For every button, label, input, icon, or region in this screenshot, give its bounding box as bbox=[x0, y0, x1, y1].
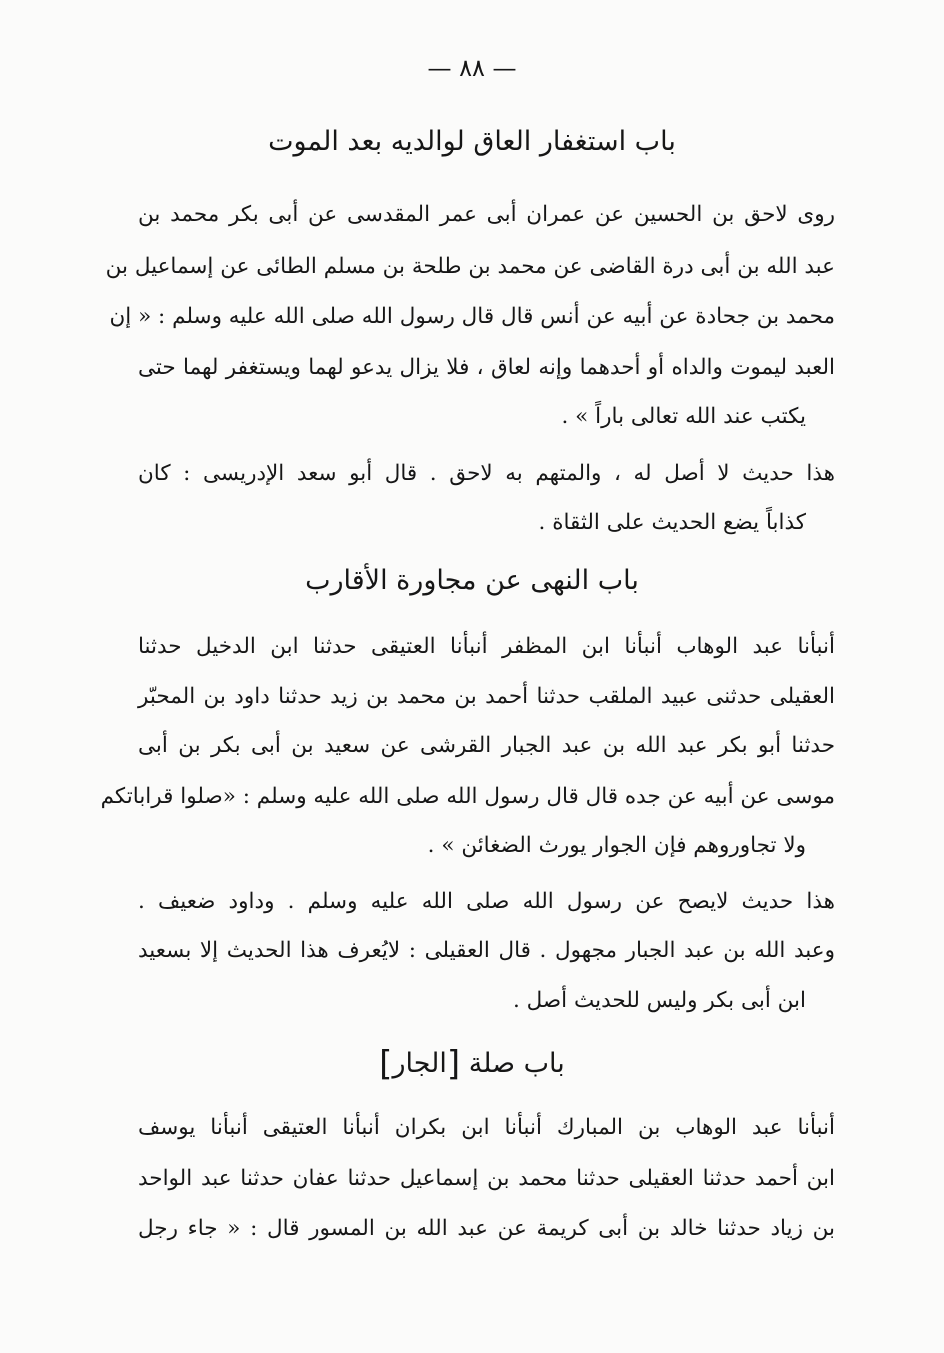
text-line: محمد بن جحادة عن أبيه عن أنس قال قال رسول الله صلى الله عليه وسلم : « إن bbox=[109, 304, 835, 329]
comment-line: هذا حديث لايصح عن رسول الله صلى الله عليه وسلم . وداود ضعيف . bbox=[138, 889, 835, 914]
section-heading-istighfar: باب استغفار العاق لوالديه بعد الموت bbox=[268, 126, 676, 157]
text-line: ولا تجاوروهم فإن الجوار يورث الضغائن » . bbox=[427, 833, 806, 858]
comment-line: وعبد الله بن عبد الجبار مجهول . قال العقيلى : لايُعرف هذا الحديث إلا بسعيد bbox=[138, 938, 835, 963]
text-line: روى لاحق بن الحسين عن عمران أبى عمر المقدسى عن أبى بكر محمد بن bbox=[138, 202, 835, 227]
text-line: العقيلى حدثنى عبيد الملقب حدثنا أحمد بن محمد بن زيد حدثنا داود بن المحبّر bbox=[138, 684, 835, 709]
text-line: ابن أحمد حدثنا العقيلى حدثنا محمد بن إسماعيل حدثنا عفان حدثنا عبد الواحد bbox=[138, 1166, 835, 1191]
comment-line: كذاباً يضع الحديث على الثقاة . bbox=[538, 510, 806, 535]
text-line: يكتب عند الله تعالى باراً » . bbox=[561, 404, 806, 429]
text-line: عبد الله بن أبى درة القاضى عن محمد بن طلحة بن مسلم الطائى عن إسماعيل بن bbox=[105, 254, 835, 279]
section-heading-neighbors: باب النهى عن مجاورة الأقارب bbox=[305, 565, 639, 596]
bracket-close: ] bbox=[379, 1044, 393, 1084]
comment-line: هذا حديث لا أصل له ، والمتهم به لاحق . قال أبو سعد الإدريسى : كان bbox=[138, 461, 835, 486]
bracket-open: [ bbox=[446, 1044, 461, 1084]
text-line: أنبأنا عبد الوهاب بن المبارك أنبأنا ابن بكران أنبأنا العتيقى أنبأنا يوسف bbox=[138, 1115, 835, 1140]
page-number: — ٨٨ — bbox=[427, 54, 517, 82]
comment-line: ابن أبى بكر وليس للحديث أصل . bbox=[512, 988, 806, 1013]
section-heading-neighbor-kindness bbox=[120, 1044, 824, 1084]
heading-prefix: باب صلة bbox=[468, 1048, 565, 1079]
text-line: العبد ليموت والداه أو أحدهما وإنه لعاق ، فلا يزال يدعو لهما ويستغفر لهما حتى bbox=[138, 355, 835, 380]
text-line: بن زياد حدثنا خالد بن أبى كريمة عن عبد الله بن المسور قال : « جاء رجل bbox=[138, 1216, 835, 1241]
text-line: موسى عن أبيه عن جده قال قال رسول الله صلى الله عليه وسلم : «صلوا قراباتكم bbox=[100, 784, 835, 809]
text-line: أنبأنا عبد الوهاب أنبأنا ابن المظفر أنبأنا العتيقى حدثنا ابن الدخيل حدثنا bbox=[138, 634, 835, 659]
heading-bracketed-word: الجار bbox=[392, 1048, 447, 1079]
text-line: حدثنا أبو بكر عبد الله بن عبد الجبار القرشى عن سعيد بن أبى بكر بن أبى bbox=[138, 733, 835, 758]
